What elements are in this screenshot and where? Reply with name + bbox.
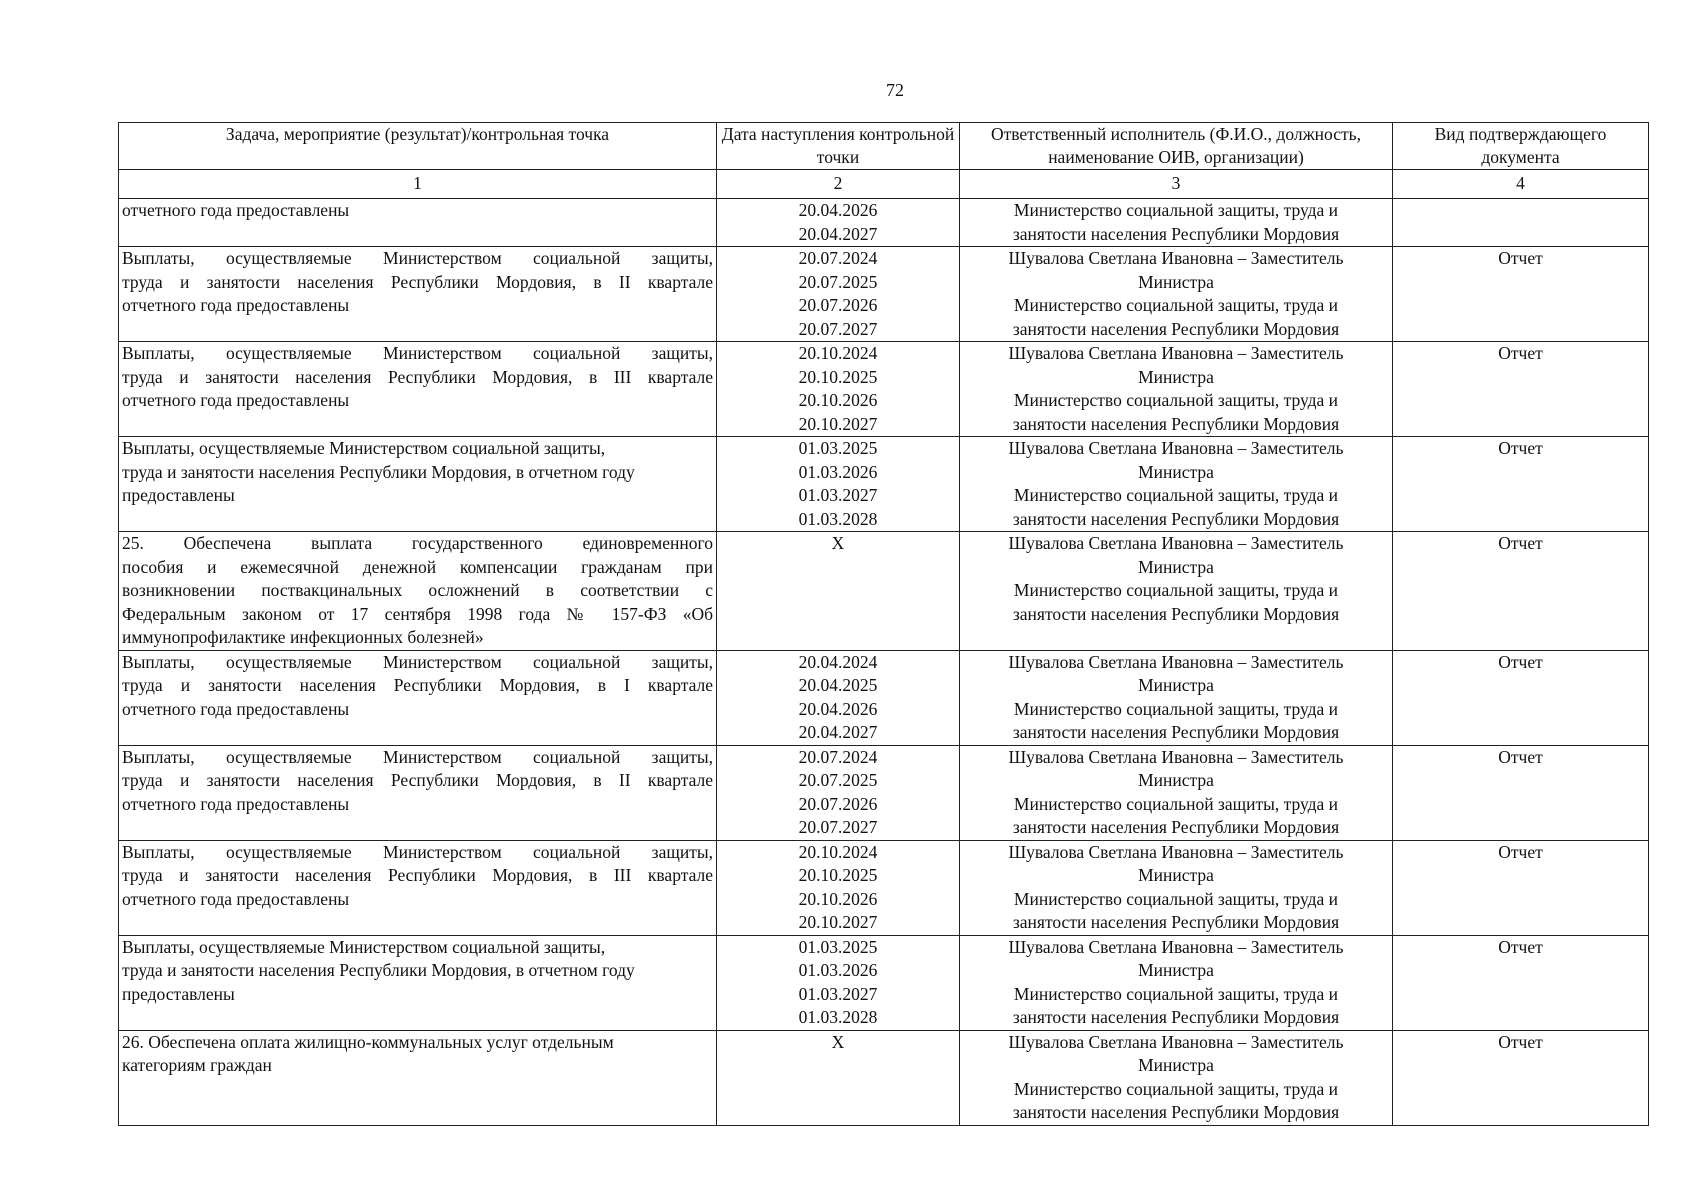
- date-cell: [717, 745, 960, 840]
- document-type: Отчет: [1498, 746, 1543, 767]
- control-date: 20.10.2027: [798, 912, 878, 932]
- task-cell: [119, 437, 717, 532]
- task-cell: [119, 935, 717, 1030]
- responsible-text-line: Шувалова Светлана Ивановна – Заместитель: [1008, 343, 1344, 363]
- responsible-cell: [960, 199, 1393, 247]
- header-document: [1393, 123, 1649, 170]
- task-text-line: Выплаты, осуществляемые Министерством социальной защиты,: [122, 841, 713, 862]
- control-date: 01.03.2028: [798, 508, 878, 529]
- document-type-cell: [1393, 935, 1649, 1030]
- control-date: 20.07.2026: [798, 793, 878, 814]
- control-date: 01.03.2028: [798, 1007, 878, 1027]
- header-task-label: Задача, мероприятие (результат)/контрольная точка: [225, 124, 610, 144]
- task-text-line: Выплаты, осуществляемые Министерством социальной защиты,: [122, 438, 606, 458]
- page-number: 72: [886, 80, 904, 100]
- responsible-text-line: Министра: [1138, 1055, 1214, 1075]
- document-type: Отчет: [1498, 841, 1543, 862]
- control-date: 01.03.2025: [798, 438, 878, 458]
- task-text-line: отчетного года предоставлены: [122, 793, 350, 814]
- control-date: 20.07.2025: [798, 770, 878, 790]
- table-row: [119, 199, 1649, 247]
- task-text-line: 26. Обеспечена оплата жилищно-коммунальных услуг отдельным: [122, 1031, 614, 1052]
- task-text-line: предоставлены: [122, 485, 235, 505]
- responsible-cell: [960, 935, 1393, 1030]
- document-type: Отчет: [1498, 343, 1543, 363]
- responsible-text-line: Министерство социальной защиты, труда и: [1013, 390, 1339, 410]
- task-text-line: труда и занятости населения Республики Мордовия, в II квартале: [122, 770, 713, 790]
- document-type-cell: [1393, 745, 1649, 840]
- control-date: 20.07.2027: [798, 318, 878, 339]
- column-number: 3: [960, 170, 1393, 199]
- document-type-cell: [1393, 1030, 1649, 1125]
- task-text-line: труда и занятости населения Республики Мордовия, в II квартале: [122, 271, 713, 292]
- responsible-cell: [960, 1030, 1393, 1125]
- task-text-line: труда и занятости населения Республики Мордовия, в III квартале: [122, 865, 713, 885]
- table-row: [119, 247, 1649, 342]
- column-number-row: [119, 170, 1649, 199]
- date-cell: [717, 199, 960, 247]
- responsible-text-line: Министерство социальной защиты, труда и: [1013, 200, 1339, 220]
- responsible-text-line: занятости населения Республики Мордовия: [1012, 1007, 1340, 1027]
- responsible-cell: [960, 745, 1393, 840]
- control-date: 20.04.2026: [798, 698, 878, 719]
- control-date: 20.10.2025: [798, 366, 878, 387]
- responsible-text-line: Министерство социальной защиты, труда и: [1013, 793, 1339, 814]
- task-cell: [119, 840, 717, 935]
- document-type: Отчет: [1498, 438, 1543, 458]
- control-date: 01.03.2026: [798, 960, 878, 980]
- control-date: 01.03.2027: [798, 485, 878, 505]
- responsible-text-line: Шувалова Светлана Ивановна – Заместитель: [1008, 651, 1344, 672]
- responsible-text-line: Министерство социальной защиты, труда и: [1013, 983, 1339, 1004]
- responsible-cell: [960, 342, 1393, 437]
- control-points-table: [118, 122, 1649, 1126]
- document-type-cell: [1393, 199, 1649, 247]
- task-text-line: Выплаты, осуществляемые Министерством социальной защиты,: [122, 651, 713, 672]
- task-text-line: Выплаты, осуществляемые Министерством социальной защиты,: [122, 248, 713, 268]
- task-text-line: 25. Обеспечена выплата государственного единовременного: [122, 533, 713, 553]
- document-type-cell: [1393, 532, 1649, 651]
- control-date: X: [831, 533, 845, 553]
- responsible-text-line: Министерство социальной защиты, труда и: [1013, 888, 1339, 909]
- task-cell: [119, 199, 717, 247]
- control-date: 20.07.2026: [798, 295, 878, 315]
- task-text-line: возникновении поствакцинальных осложнений в соответствии с: [122, 580, 713, 600]
- task-text-line: иммунопрофилактике инфекционных болезней»: [122, 627, 484, 647]
- control-date: 20.04.2024: [798, 651, 878, 672]
- control-date: 20.07.2024: [798, 248, 878, 268]
- document-type-cell: [1393, 840, 1649, 935]
- responsible-text-line: Министра: [1138, 271, 1214, 292]
- control-date: 01.03.2027: [798, 983, 878, 1004]
- task-text-line: отчетного года предоставлены: [122, 888, 350, 909]
- date-cell: [717, 532, 960, 651]
- task-cell: [119, 650, 717, 745]
- responsible-text-line: Шувалова Светлана Ивановна – Заместитель: [1008, 533, 1344, 553]
- document-type-cell: [1393, 650, 1649, 745]
- task-cell: [119, 247, 717, 342]
- date-cell: [717, 1030, 960, 1125]
- task-text-line: Выплаты, осуществляемые Министерством социальной защиты,: [122, 936, 606, 957]
- table-row: [119, 342, 1649, 437]
- control-date: 20.07.2024: [798, 746, 878, 767]
- header-date: [717, 123, 960, 170]
- responsible-text-line: Шувалова Светлана Ивановна – Заместитель: [1008, 936, 1344, 957]
- task-text-line: труда и занятости населения Республики Мордовия, в отчетном году: [122, 461, 635, 482]
- control-date: 01.03.2026: [798, 461, 878, 482]
- task-text-line: отчетного года предоставлены: [122, 698, 350, 719]
- task-text-line: труда и занятости населения Республики Мордовия, в отчетном году: [122, 960, 635, 980]
- task-text-line: отчетного года предоставлены: [122, 390, 350, 410]
- document-type-cell: [1393, 437, 1649, 532]
- header-responsible-label: Ответственный исполнитель (Ф.И.О., должность, наименование ОИВ, организации): [990, 124, 1361, 167]
- date-cell: [717, 247, 960, 342]
- responsible-cell: [960, 840, 1393, 935]
- document-type-cell: [1393, 342, 1649, 437]
- date-cell: [717, 342, 960, 437]
- document-type-cell: [1393, 247, 1649, 342]
- task-cell: [119, 745, 717, 840]
- table-row: [119, 935, 1649, 1030]
- task-text-line: труда и занятости населения Республики Мордовия, в I квартале: [122, 675, 713, 695]
- task-text-line: Выплаты, осуществляемые Министерством социальной защиты,: [122, 746, 713, 767]
- control-date: X: [831, 1031, 845, 1052]
- task-text-line: Федеральным законом от 17 сентября 1998 года № 157-ФЗ «Об: [122, 603, 713, 624]
- responsible-text-line: Министра: [1138, 770, 1214, 790]
- date-cell: [717, 840, 960, 935]
- table-header-row: [119, 123, 1649, 170]
- control-date: 20.10.2027: [798, 413, 878, 434]
- responsible-text-line: Министра: [1138, 865, 1214, 885]
- date-cell: [717, 650, 960, 745]
- task-cell: [119, 532, 717, 651]
- responsible-text-line: Министерство социальной защиты, труда и: [1013, 698, 1339, 719]
- table-body: [119, 199, 1649, 1126]
- responsible-text-line: Министерство социальной защиты, труда и: [1013, 295, 1339, 315]
- document-type: Отчет: [1498, 651, 1543, 672]
- control-date: 20.04.2027: [798, 223, 878, 244]
- column-number: 1: [119, 170, 717, 199]
- task-cell: [119, 1030, 717, 1125]
- task-text-line: пособия и ежемесячной денежной компенсации гражданам при: [122, 556, 713, 577]
- date-cell: [717, 935, 960, 1030]
- control-date: 20.10.2026: [798, 888, 878, 909]
- responsible-text-line: Министра: [1138, 461, 1214, 482]
- responsible-text-line: занятости населения Республики Мордовия: [1012, 603, 1340, 624]
- responsible-text-line: занятости населения Республики Мордовия: [1012, 508, 1340, 529]
- document-type: Отчет: [1498, 533, 1543, 553]
- responsible-cell: [960, 247, 1393, 342]
- table-row: [119, 532, 1649, 651]
- responsible-text-line: Министра: [1138, 556, 1214, 577]
- header-responsible: [960, 123, 1393, 170]
- responsible-text-line: Министра: [1138, 675, 1214, 695]
- responsible-text-line: занятости населения Республики Мордовия: [1012, 817, 1340, 837]
- control-date: 20.04.2027: [798, 722, 878, 742]
- date-cell: [717, 437, 960, 532]
- responsible-cell: [960, 437, 1393, 532]
- responsible-text-line: Министерство социальной защиты, труда и: [1013, 1078, 1339, 1099]
- responsible-text-line: Министерство социальной защиты, труда и: [1013, 485, 1339, 505]
- document-type: Отчет: [1498, 248, 1543, 268]
- responsible-cell: [960, 650, 1393, 745]
- table-row: [119, 745, 1649, 840]
- control-date: 20.10.2024: [798, 841, 878, 862]
- task-cell: [119, 342, 717, 437]
- task-text-line: Выплаты, осуществляемые Министерством социальной защиты,: [122, 343, 713, 363]
- responsible-text-line: Министра: [1138, 366, 1214, 387]
- responsible-text-line: Шувалова Светлана Ивановна – Заместитель: [1008, 746, 1344, 767]
- responsible-text-line: Шувалова Светлана Ивановна – Заместитель: [1008, 841, 1344, 862]
- responsible-text-line: занятости населения Республики Мордовия: [1012, 223, 1340, 244]
- column-number: 2: [717, 170, 960, 199]
- responsible-text-line: Шувалова Светлана Ивановна – Заместитель: [1008, 1031, 1344, 1052]
- task-text-line: отчетного года предоставлены: [122, 295, 350, 315]
- control-date: 20.07.2027: [798, 817, 878, 837]
- control-date: 20.10.2026: [798, 390, 878, 410]
- header-document-label: Вид подтверждающего документа: [1434, 124, 1607, 167]
- control-date: 20.10.2025: [798, 865, 878, 885]
- header-date-label: Дата наступления контрольной точки: [721, 124, 955, 167]
- responsible-text-line: занятости населения Республики Мордовия: [1012, 1102, 1340, 1122]
- control-date: 20.10.2024: [798, 343, 878, 363]
- table-row: [119, 650, 1649, 745]
- responsible-text-line: Шувалова Светлана Ивановна – Заместитель: [1008, 248, 1344, 268]
- responsible-text-line: занятости населения Республики Мордовия: [1012, 912, 1340, 932]
- table-row: [119, 840, 1649, 935]
- table-row: [119, 1030, 1649, 1125]
- document-type: Отчет: [1498, 1031, 1543, 1052]
- task-text-line: отчетного года предоставлены: [122, 200, 350, 220]
- responsible-cell: [960, 532, 1393, 651]
- responsible-text-line: занятости населения Республики Мордовия: [1012, 318, 1340, 339]
- task-text-line: категориям граждан: [122, 1055, 272, 1075]
- responsible-text-line: Шувалова Светлана Ивановна – Заместитель: [1008, 438, 1344, 458]
- control-date: 20.04.2026: [798, 200, 878, 220]
- column-number: 4: [1393, 170, 1649, 199]
- task-text-line: труда и занятости населения Республики Мордовия, в III квартале: [122, 366, 713, 387]
- control-date: 01.03.2025: [798, 936, 878, 957]
- control-date: 20.07.2025: [798, 271, 878, 292]
- header-task: [119, 123, 717, 170]
- document-type: Отчет: [1498, 936, 1543, 957]
- responsible-text-line: занятости населения Республики Мордовия: [1012, 722, 1340, 742]
- responsible-text-line: Министерство социальной защиты, труда и: [1013, 580, 1339, 600]
- control-date: 20.04.2025: [798, 675, 878, 695]
- table-row: [119, 437, 1649, 532]
- responsible-text-line: Министра: [1138, 960, 1214, 980]
- task-text-line: предоставлены: [122, 983, 235, 1004]
- responsible-text-line: занятости населения Республики Мордовия: [1012, 413, 1340, 434]
